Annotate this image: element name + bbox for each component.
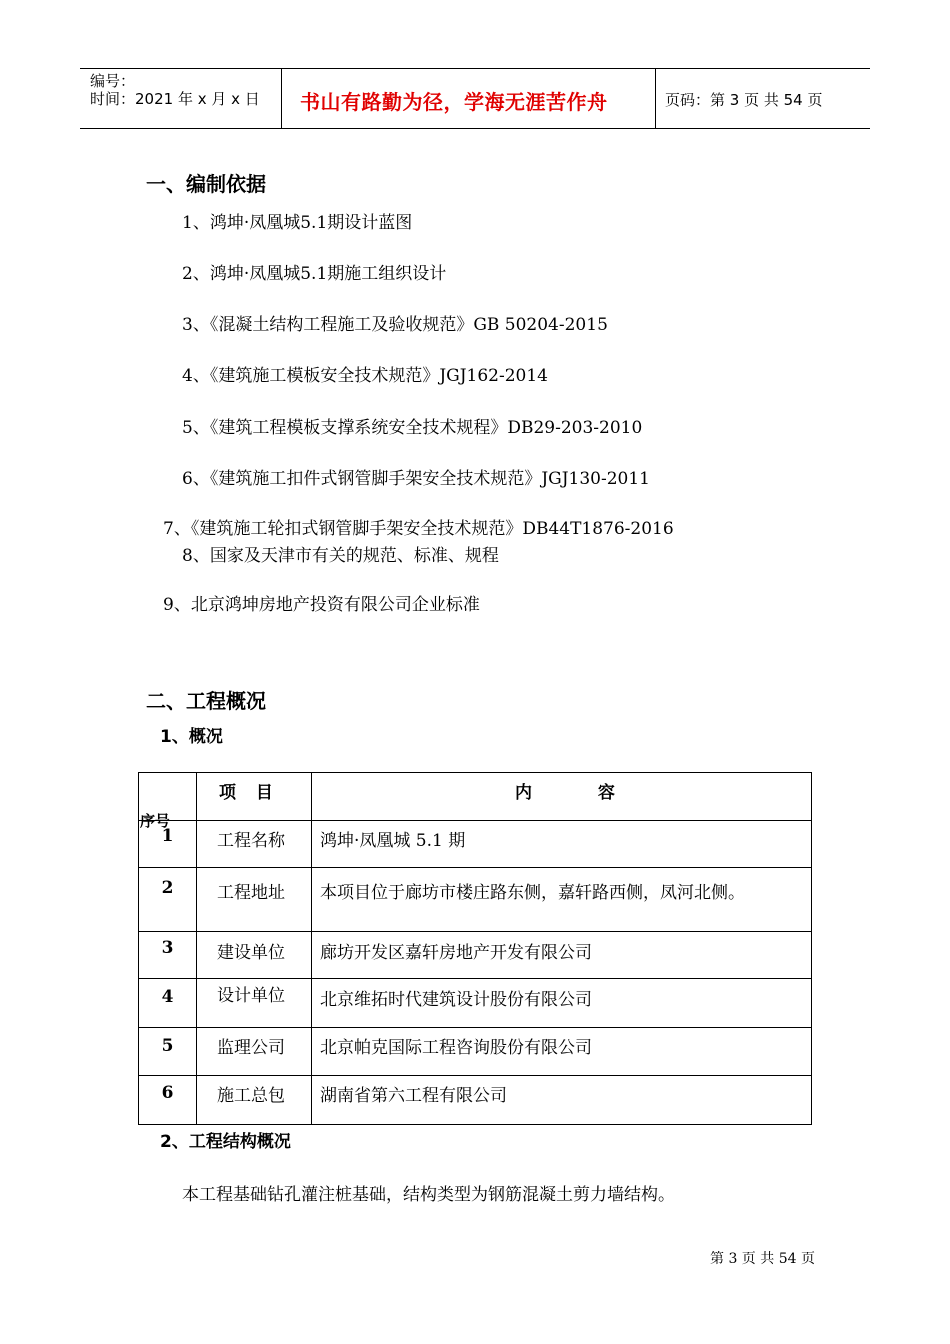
table-cell-no: 1	[161, 826, 174, 846]
table-row	[139, 979, 812, 1028]
header-divider-right	[655, 68, 656, 129]
basis-item-6: 6、《建筑施工扣件式钢管脚手架安全技术规范》JGJ130-2011	[182, 469, 650, 489]
header-bottom-rule	[80, 128, 870, 129]
overview-subtitle: 1、概况	[160, 727, 223, 747]
table-header-row	[139, 773, 812, 821]
table-cell-content: 廊坊开发区嘉轩房地产开发有限公司	[320, 943, 592, 963]
table-cell-no: 4	[161, 987, 174, 1007]
table-cell-content: 鸿坤·凤凰城 5.1 期	[320, 831, 466, 851]
table-header-no-label: 序号	[140, 812, 171, 830]
table-cell-item: 建设单位	[217, 943, 285, 963]
header-divider-left	[281, 68, 282, 129]
structure-text: 本工程基础钻孔灌注桩基础，结构类型为钢筋混凝土剪力墙结构。	[182, 1185, 675, 1205]
header-number-label: 编号：	[90, 72, 136, 90]
table-cell-content: 北京帕克国际工程咨询股份有限公司	[320, 1038, 592, 1058]
table-cell-no: 2	[161, 878, 174, 898]
header-motto: 书山有路勤为径，学海无涯苦作舟	[300, 90, 608, 114]
structure-subtitle: 2、工程结构概况	[160, 1132, 291, 1152]
table-cell-no: 3	[161, 938, 174, 958]
table-cell-content: 北京维拓时代建筑设计股份有限公司	[320, 990, 592, 1010]
table-row	[139, 1028, 812, 1076]
basis-item-9: 9、北京鸿坤房地产投资有限公司企业标准	[163, 595, 480, 615]
table-row	[139, 821, 812, 868]
table-cell-item: 工程名称	[217, 831, 285, 851]
basis-item-7: 7、《建筑施工轮扣式钢管脚手架安全技术规范》DB44T1876-2016	[163, 519, 674, 539]
basis-item-4: 4、《建筑施工模板安全技术规范》JGJ162-2014	[182, 366, 548, 386]
table-cell-no: 6	[161, 1083, 174, 1103]
table-row	[139, 868, 812, 932]
header-top-rule	[80, 68, 870, 69]
table-header-content	[312, 773, 812, 821]
basis-item-2: 2、鸿坤·凤凰城5.1期施工组织设计	[182, 264, 447, 284]
table-cell-item: 设计单位	[217, 986, 285, 1006]
table-cell-item: 施工总包	[217, 1086, 285, 1106]
table-header-item-label: 项 目	[219, 783, 273, 803]
section2-title: 二、工程概况	[146, 689, 266, 713]
header-page-info: 页码：第 3 页 共 54 页	[665, 91, 823, 109]
table-cell-item: 监理公司	[217, 1038, 285, 1058]
footer-page-number: 第 3 页 共 54 页	[710, 1251, 815, 1267]
table-cell-content: 本项目位于廊坊市楼庄路东侧，嘉轩路西侧，凤河北侧。	[320, 883, 745, 903]
basis-item-5: 5、《建筑工程模板支撑系统安全技术规程》DB29-203-2010	[182, 418, 643, 438]
basis-item-3: 3、《混凝土结构工程施工及验收规范》GB 50204-2015	[182, 315, 608, 335]
section1-title: 一、编制依据	[146, 172, 266, 196]
header-time-label: 时间：2021 年 x 月 x 日	[90, 90, 260, 108]
table-header-item	[197, 773, 312, 821]
table-header-content-label: 内 容	[515, 783, 615, 803]
basis-item-8: 8、国家及天津市有关的规范、标准、规程	[182, 546, 499, 566]
table-cell-content: 湖南省第六工程有限公司	[320, 1086, 507, 1106]
table-row	[139, 1076, 812, 1125]
overview-table	[138, 772, 812, 1125]
table-cell-item: 工程地址	[217, 883, 285, 903]
table-cell-no: 5	[161, 1036, 174, 1056]
basis-item-1: 1、鸿坤·凤凰城5.1期设计蓝图	[182, 213, 413, 233]
table-row	[139, 932, 812, 979]
